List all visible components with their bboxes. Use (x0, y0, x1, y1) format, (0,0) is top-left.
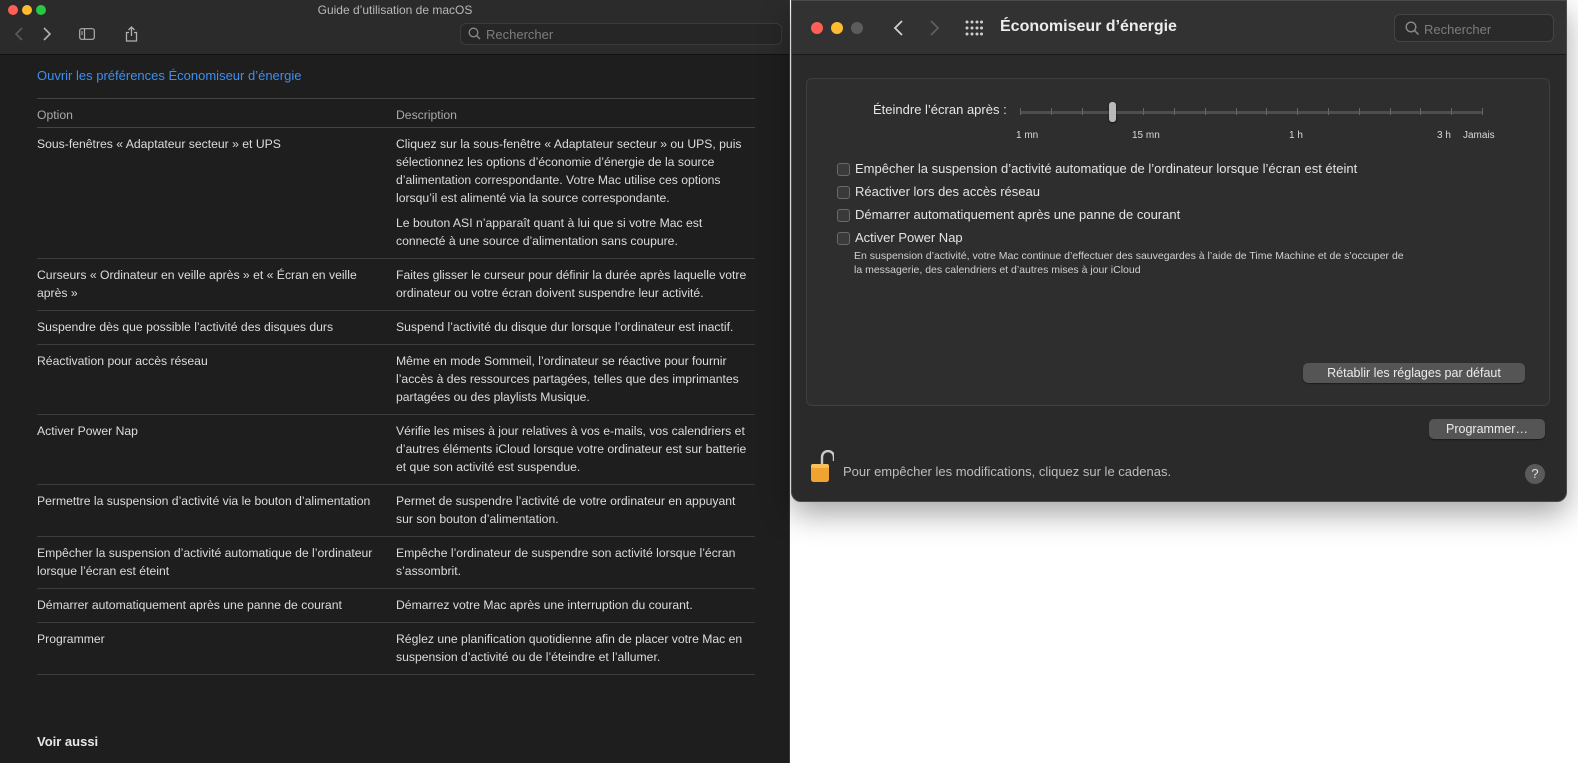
slider-tick (1143, 108, 1144, 115)
tick-label-15min: 15 mn (1132, 130, 1160, 141)
slider-tick (1205, 108, 1206, 115)
table-row (37, 537, 755, 589)
search-icon (1405, 21, 1420, 41)
slider-tick (1051, 108, 1052, 115)
option-column-header: Option (37, 99, 396, 128)
slider-tick (1328, 108, 1329, 115)
tick-label-1min: 1 mn (1016, 130, 1039, 141)
power-nap-checkbox[interactable] (837, 232, 850, 245)
pane-title: Économiseur d’énergie (1000, 18, 1177, 35)
table-row (37, 311, 755, 345)
options-table (37, 98, 755, 675)
table-row (37, 415, 755, 485)
description-paragraph: Permet de suspendre l’activité de votre ordinateur en appuyant sur son bouton d’alimentation. (396, 494, 736, 526)
close-button[interactable] (811, 22, 823, 34)
table-row (37, 345, 755, 415)
description-paragraph: Même en mode Sommeil, l’ordinateur se réactive pour fournir l’accès à des ressources partagées, telles que des imprimantes partagées ou des playlists Musique. (396, 354, 739, 404)
description-cell (396, 311, 755, 345)
description-cell (396, 345, 755, 415)
help-search-field[interactable] (460, 23, 782, 45)
show-all-grid-icon[interactable] (965, 20, 983, 38)
options-table-body (37, 128, 755, 675)
description-cell (396, 623, 755, 675)
settings-panel (806, 78, 1550, 406)
description-paragraph: Démarrez votre Mac après une interruption du courant. (396, 598, 693, 612)
wake-network-label[interactable]: Réactiver lors des accès réseau (855, 184, 1040, 199)
description-paragraph: Faites glisser le curseur pour définir la durée après laquelle votre ordinateur ou votre écran doivent suspendre leur activité. (396, 268, 747, 300)
table-row (37, 259, 755, 311)
description-paragraph: Suspend l’activité du disque dur lorsque l’ordinateur est inactif. (396, 320, 734, 334)
display-sleep-label: Éteindre l’écran après : (873, 102, 1007, 117)
power-nap-label[interactable]: Activer Power Nap (855, 230, 963, 245)
slider-tick (1297, 108, 1298, 115)
forward-icon[interactable] (42, 27, 52, 43)
slider-tick (1020, 108, 1021, 115)
slider-tick (1174, 108, 1175, 115)
description-cell (396, 537, 755, 589)
window-title: Guide d’utilisation de macOS (317, 3, 473, 17)
description-column-header: Description (396, 99, 755, 128)
prevent-sleep-checkbox[interactable] (837, 163, 850, 176)
slider-tick (1266, 108, 1267, 115)
auto-restart-label[interactable]: Démarrer automatiquement après une panne de courant (855, 207, 1181, 222)
slider-tick (1236, 108, 1237, 115)
option-cell: Empêcher la suspension d’activité automatique de l’ordinateur lorsque l’écran est éteint (37, 537, 396, 589)
option-cell: Suspendre dès que possible l’activité des disques durs (37, 311, 396, 345)
option-cell: Réactivation pour accès réseau (37, 345, 396, 415)
description-paragraph: Réglez une planification quotidienne afin de placer votre Mac en suspension d’activité ou de l’éteindre et l’allumer. (396, 632, 743, 664)
minimize-button[interactable] (831, 22, 843, 34)
slider-tick (1359, 108, 1360, 115)
description-paragraph: Empêche l’ordinateur de suspendre son activité lorsque l’écran s’assombrit. (396, 546, 736, 578)
sidebar-toggle-icon[interactable] (79, 28, 95, 42)
description-cell (396, 485, 755, 537)
display-sleep-slider-track[interactable] (1020, 111, 1482, 114)
auto-restart-checkbox[interactable] (837, 209, 850, 222)
prefs-search-input[interactable] (1424, 21, 1549, 37)
open-energy-prefs-link[interactable]: Ouvrir les préférences Économiseur d’énergie (37, 68, 302, 83)
option-cell: Permettre la suspension d’activité via le bouton d’alimentation (37, 485, 396, 537)
table-row (37, 589, 755, 623)
description-paragraph: Cliquez sur la sous-fenêtre « Adaptateur secteur » ou UPS, puis sélectionnez les options d’économie d’énergie de la source d’alimentation correspondante. Votre Mac utilise ces options lorsqu’il est alimenté via la source correspondante. (396, 137, 742, 205)
table-header-row (37, 99, 755, 128)
option-cell: Démarrer automatiquement après une panne de courant (37, 589, 396, 623)
description-paragraph: Vérifie les mises à jour relatives à vos e-mails, vos calendriers et d’autres éléments iCloud lorsque votre ordinateur est sur batterie et que son activité est suspendue. (396, 424, 747, 474)
description-cell (396, 128, 755, 259)
description-cell (396, 259, 755, 311)
table-row (37, 485, 755, 537)
slider-tick (1482, 108, 1483, 115)
tick-label-never: Jamais (1463, 130, 1495, 141)
description-cell (396, 589, 755, 623)
zoom-button (851, 22, 863, 34)
back-icon[interactable] (14, 27, 24, 43)
see-also-heading: Voir aussi (37, 734, 99, 749)
schedule-button[interactable]: Programmer… (1429, 419, 1545, 439)
help-titlebar (0, 0, 790, 55)
restore-defaults-button[interactable]: Rétablir les réglages par défaut (1303, 363, 1525, 383)
table-row (37, 623, 755, 675)
forward-icon[interactable] (929, 20, 940, 38)
slider-tick (1390, 108, 1391, 115)
display-sleep-slider-knob[interactable] (1109, 102, 1116, 122)
option-cell: Curseurs « Ordinateur en veille après » et « Écran en veille après » (37, 259, 396, 311)
energy-toolbar (792, 1, 1567, 55)
table-row (37, 128, 755, 259)
slider-tick (1420, 108, 1421, 115)
energy-saver-window (791, 0, 1567, 502)
search-icon (468, 27, 481, 45)
wake-network-checkbox[interactable] (837, 186, 850, 199)
option-cell: Activer Power Nap (37, 415, 396, 485)
description-cell (396, 415, 755, 485)
tick-label-1h: 1 h (1289, 130, 1303, 141)
slider-tick (1451, 108, 1452, 115)
prevent-sleep-label[interactable]: Empêcher la suspension d’activité automatique de l’ordinateur lorsque l’écran est éteint (855, 161, 1358, 176)
power-nap-description: En suspension d’activité, votre Mac continue d’effectuer des sauvegardes à l’aide de Time Machine et de s’occuper de la messagerie, des calendriers et d’autres mises à jour iCloud (854, 250, 1404, 276)
share-icon[interactable] (125, 26, 138, 44)
lock-hint-text: Pour empêcher les modifications, cliquez sur le cadenas. (843, 464, 1172, 479)
prefs-search-field[interactable] (1394, 14, 1554, 42)
description-paragraph: Le bouton ASI n’apparaît quant à lui que si votre Mac est connecté à une source d’alimentation sans coupure. (396, 216, 703, 248)
tick-label-3h: 3 h (1437, 130, 1451, 141)
option-cell: Sous-fenêtres « Adaptateur secteur » et UPS (37, 128, 396, 259)
help-search-input[interactable] (486, 26, 776, 42)
back-icon[interactable] (893, 20, 904, 38)
unlocked-padlock-icon[interactable] (810, 450, 834, 489)
option-cell: Programmer (37, 623, 396, 675)
slider-tick (1082, 108, 1083, 115)
help-button[interactable]: ? (1525, 464, 1545, 484)
